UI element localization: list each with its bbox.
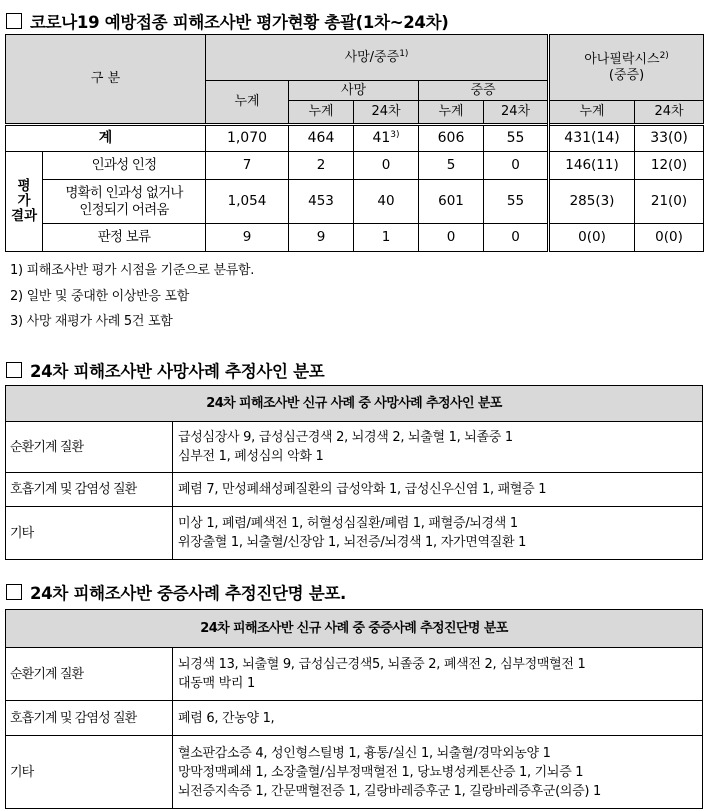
death-section-title [6,358,324,382]
cell-causal-cum: 7 [206,152,289,180]
death-title-text: 24차 피해조사반 사망사례 추정사인 분포 [30,362,325,381]
severe-table-header: 24차 피해조사반 신규 사례 중 중증사례 추정진단명 분포 [6,610,703,648]
table-row [6,473,703,507]
cell-unclear-ana-cum: 285(3) [549,180,635,224]
header-anaphylaxis: 아나필락시스$^{2)}$ (중증) [549,35,704,101]
cell-total-death-24: 41$^{3)}$ [354,125,419,152]
table-row-causal [6,152,704,180]
death-table-header: 24차 피해조사반 신규 사례 중 사망사례 추정사인 분포 [6,386,703,422]
cell-total-severe-cum: 606 [419,125,484,152]
cell-pending-death-24: 1 [354,224,419,252]
cell-causal-ana-cum: 146(11) [549,152,635,180]
row-label-causal: 인과성 인정 [43,152,206,180]
diagnosis-list-cell: 혈소판감소증 4, 성인형스틸병 1, 흉통/실신 1, 뇌출혈/경막외농양 1 망막정맥폐쇄 1, 소장출혈/심부정맥혈전 1, 당뇨병성케톤산증 1, 기뇌증 1 뇌전증지속증 1, 간문맥혈전증 1, 길랑바레증후군 1, 길랑바레증후군(의증) 1 [173,736,703,809]
row-label-total: 계 [6,125,206,152]
cell-unclear-death-24: 40 [354,180,419,224]
table-row [6,736,703,809]
cell-unclear-ana-24: 21(0) [635,180,704,224]
side-label-evaluation: 평 가 결과 [6,152,43,252]
cell-causal-death-cum: 2 [289,152,354,180]
checkbox-square-icon [6,13,22,29]
diagnosis-list-cell: 폐렴 6, 간농양 1, [173,701,703,736]
cell-pending-severe-24: 0 [484,224,549,252]
table-row [6,422,703,473]
severe-section-title [6,580,346,604]
table-row [6,648,703,701]
cell-pending-ana-cum: 0(0) [549,224,635,252]
header-severe-24: 24차 [484,101,549,125]
table-row-pending [6,224,704,252]
row-label-pending: 판정 보류 [43,224,206,252]
death-cause-table [5,385,703,560]
header-death-24: 24차 [354,101,419,125]
category-cell: 기타 [6,736,173,809]
header-severe: 중증 [419,81,549,101]
header-severe-cumulative: 누계 [419,101,484,125]
cell-total-ana-cum: 431(14) [549,125,635,152]
header-death-cumulative: 누계 [289,101,354,125]
cause-list-cell: 폐렴 7, 만성폐쇄성폐질환의 급성악화 1, 급성신우신염 1, 패혈증 1 [173,473,703,507]
category-cell: 호흡기계 및 감염성 질환 [6,701,173,736]
cell-total-severe-24: 55 [484,125,549,152]
cell-total-cum: 1,070 [206,125,289,152]
cell-causal-ana-24: 12(0) [635,152,704,180]
category-cell: 기타 [6,507,173,560]
cell-unclear-cum: 1,054 [206,180,289,224]
header-death: 사망 [289,81,419,101]
cell-causal-severe-cum: 5 [419,152,484,180]
table-row [6,507,703,560]
cause-list-cell: 미상 1, 폐렴/폐색전 1, 허혈성심질환/폐렴 1, 패혈증/뇌경색 1 위장출혈 1, 뇌출혈/신장암 1, 뇌전증/뇌경색 1, 자가면역질환 1 [173,507,703,560]
header-ana-24: 24차 [635,101,704,125]
header-cumulative: 누계 [206,81,289,125]
cell-unclear-severe-24: 55 [484,180,549,224]
severe-diagnosis-table [5,609,703,809]
row-label-unclear: 명확히 인과성 없거나 인정되기 어려움 [43,180,206,224]
cell-total-death-cum: 464 [289,125,354,152]
category-cell: 순환기계 질환 [6,422,173,473]
footnote: 1) 피해조사반 평가 시점을 기준으로 분류함. [10,263,255,278]
summary-table [5,34,704,252]
header-category: 구 분 [6,35,206,125]
category-cell: 호흡기계 및 감염성 질환 [6,473,173,507]
summary-title-text: 코로나19 예방접종 피해조사반 평가현황 총괄(1차~24차) [30,13,449,32]
cell-pending-cum: 9 [206,224,289,252]
table-row-unclear [6,180,704,224]
cell-causal-death-24: 0 [354,152,419,180]
diagnosis-list-cell: 뇌경색 13, 뇌출혈 9, 급성심근경색5, 뇌졸중 2, 폐색전 2, 심부정맥혈전 1 대동맥 박리 1 [173,648,703,701]
cell-total-ana-24: 33(0) [635,125,704,152]
checkbox-square-icon [6,362,22,378]
header-ana-cumulative: 누계 [549,101,635,125]
cell-pending-death-cum: 9 [289,224,354,252]
summary-section-title [6,9,448,33]
cell-unclear-death-cum: 453 [289,180,354,224]
table-row-total [6,125,704,152]
cell-unclear-severe-cum: 601 [419,180,484,224]
cell-pending-ana-24: 0(0) [635,224,704,252]
footnote: 3) 사망 재평가 사례 5건 포함 [10,314,173,329]
cause-list-cell: 급성심장사 9, 급성심근경색 2, 뇌경색 2, 뇌출혈 1, 뇌졸중 1 심부전 1, 폐성심의 악화 1 [173,422,703,473]
cell-pending-severe-cum: 0 [419,224,484,252]
checkbox-square-icon [6,584,22,600]
footnote: 2) 일반 및 중대한 이상반응 포함 [10,289,190,304]
table-row [6,701,703,736]
cell-causal-severe-24: 0 [484,152,549,180]
category-cell: 순환기계 질환 [6,648,173,701]
severe-title-text: 24차 피해조사반 중증사례 추정진단명 분포. [30,584,346,603]
header-death-severe: 사망/중증$^{1)}$ [206,35,549,81]
